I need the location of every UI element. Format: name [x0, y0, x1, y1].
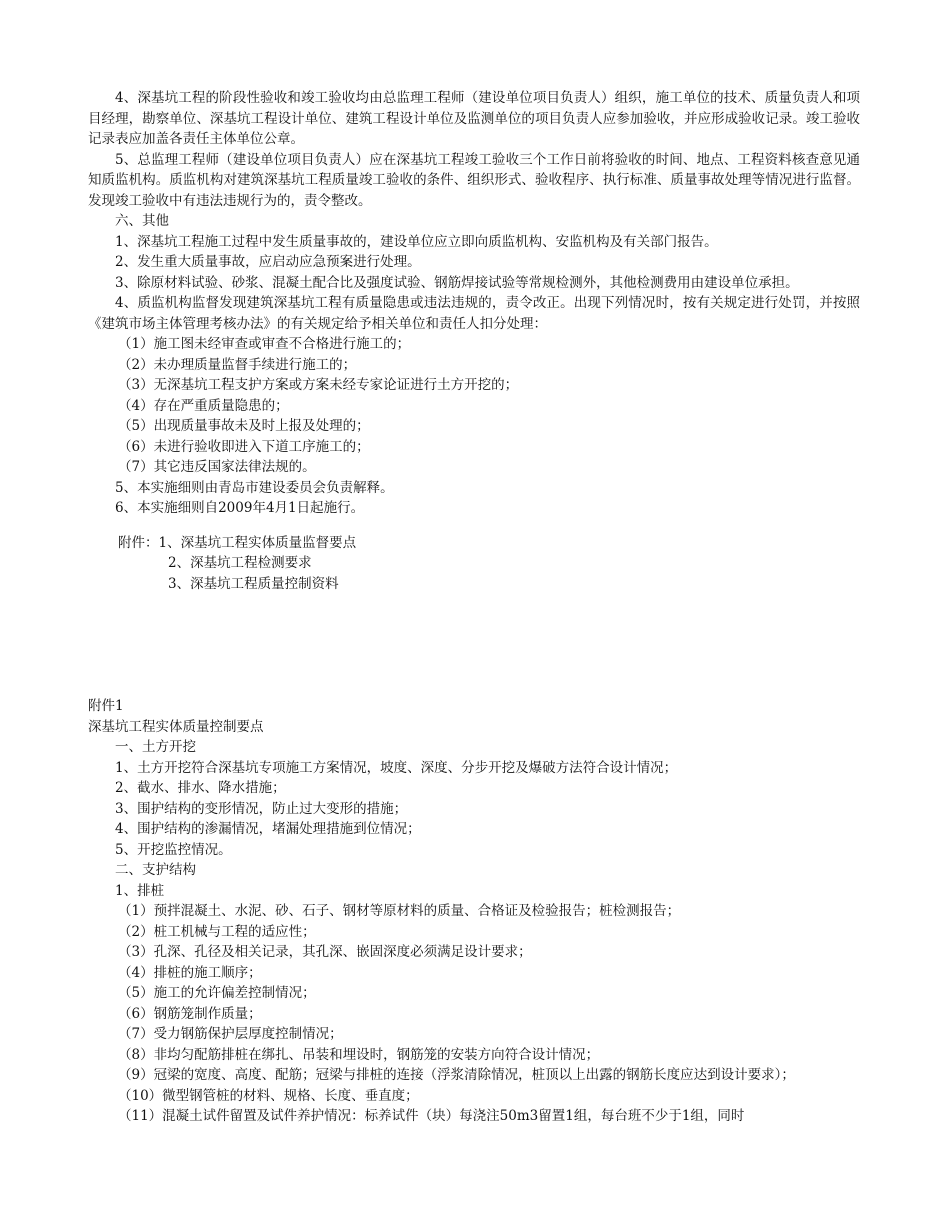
sub-list-item: （5）出现质量事故未及时上报及处理的；: [118, 418, 370, 434]
sub-list-item: （9）冠梁的宽度、高度、配筋；冠梁与排桩的连接（浮浆清除情况，桩顶以上出露的钢筋长度应达到设计要求）；: [118, 1067, 795, 1083]
annex-label: 附件1: [88, 698, 124, 714]
sub-heading-piles: 1、排桩: [115, 882, 165, 899]
list-item: 4、围护结构的渗漏情况，堵漏处理措施到位情况；: [115, 821, 421, 837]
section-heading-support: 二、支护结构: [115, 862, 196, 878]
paragraph-acceptance-notice: 5、总监理工程师（建设单位项目负责人）应在深基坑工程竣工验收三个工作日前将验收的时间、地点、工程资料核查意见通知质监机构。质监机构对建筑深基坑工程质量竣工验收的条件、组织形式、验收程序、执行标准、质量事故处理等情况进行监督。发现竣工验收中有违法违规行为的，责令整改。: [88, 151, 860, 209]
list-item: 1、深基坑工程施工过程中发生质量事故的，建设单位应立即向质监机构、安监机构及有关部门报告。: [115, 233, 718, 250]
section-heading-other: 六、其他: [115, 213, 169, 229]
sub-list-item: （3）无深基坑工程支护方案或方案未经专家论证进行土方开挖的；: [118, 377, 519, 393]
spacer: [88, 594, 860, 696]
sub-list-item: （7）受力钢筋保护层厚度控制情况；: [118, 1026, 343, 1042]
attachment-list-first: 附件：1、深基坑工程实体质量监督要点: [118, 534, 357, 551]
sub-list-item: （8）非均匀配筋排桩在绑扎、吊装和埋设时，钢筋笼的安装方向符合设计情况；: [118, 1046, 600, 1063]
paragraph-acceptance-organization: 4、深基坑工程的阶段性验收和竣工验收均由总监理工程师（建设单位项目负责人）组织，施工单位的技术、质量负责人和项目经理，勘察单位、深基坑工程设计单位、建筑工程设计单位及监测单位的项目负责人应参加验收，并应形成验收记录。竣工验收记录表应加盖各责任主体单位公章。: [88, 90, 860, 147]
sub-list-item: （3）孔深、孔径及相关记录，其孔深、嵌固深度必须满足设计要求；: [118, 944, 532, 960]
list-item: 5、开挖监控情况。: [115, 841, 232, 858]
spacer: [88, 519, 860, 533]
list-item: 4、质监机构监督发现建筑深基坑工程有质量隐患或违法违规的，责令改正。出现下列情况时，按有关规定进行处罚，并按照《建筑市场主体管理考核办法》的有关规定给予相关单位和责任人扣分处理：: [88, 295, 860, 332]
sub-list-item: （6）未进行验收即进入下道工序施工的；: [118, 438, 370, 455]
list-item: 3、围护结构的变形情况，防止过大变形的措施；: [115, 800, 408, 817]
sub-list-item: （5）施工的允许偏差控制情况；: [118, 985, 316, 1001]
sub-list-item: （4）排桩的施工顺序；: [118, 964, 262, 981]
list-item: 3、除原材料试验、砂浆、混凝土配合比及强度试验、钢筋焊接试验等常规检测外，其他检测费用由建设单位承担。: [115, 274, 799, 291]
attachment-list-item: 3、深基坑工程质量控制资料: [168, 575, 339, 592]
attachment-list-item: 2、深基坑工程检测要求: [168, 555, 312, 571]
sub-list-item: （11）混凝土试件留置及试件养护情况：标养试件（块）每浇注50m3留置1组，每台班不少于1组，同时: [118, 1108, 745, 1124]
sub-list-item: （7）其它违反国家法律法规的。: [118, 459, 316, 475]
sub-list-item: （1）预拌混凝土、水泥、砂、石子、钢材等原材料的质量、合格证及检验报告；桩检测报告；: [118, 903, 681, 919]
document-page: [88, 88, 860, 1127]
section-heading-earthwork: 一、土方开挖: [115, 739, 196, 755]
sub-list-item: （6）钢筋笼制作质量；: [118, 1005, 262, 1022]
sub-list-item: （1）施工图未经审查或审查不合格进行施工的；: [118, 336, 411, 352]
annex-title: 深基坑工程实体质量控制要点: [88, 718, 264, 735]
list-item: 2、发生重大质量事故，应启动应急预案进行处理。: [115, 254, 421, 270]
list-item: 1、土方开挖符合深基坑专项施工方案情况，坡度、深度、分步开挖及爆破方法符合设计情况；: [115, 759, 678, 776]
list-item: 2、截水、排水、降水措施；: [115, 780, 286, 796]
sub-list-item: （2）桩工机械与工程的适应性；: [118, 923, 316, 940]
sub-list-item: （2）未办理质量监督手续进行施工的；: [118, 356, 357, 373]
list-item: 6、本实施细则自2009年4月1日起施行。: [115, 500, 365, 516]
sub-list-item: （10）微型钢管桩的材料、规格、长度、垂直度；: [118, 1087, 419, 1104]
list-item: 5、本实施细则由青岛市建设委员会负责解释。: [115, 479, 394, 496]
sub-list-item: （4）存在严重质量隐患的；: [118, 397, 289, 414]
